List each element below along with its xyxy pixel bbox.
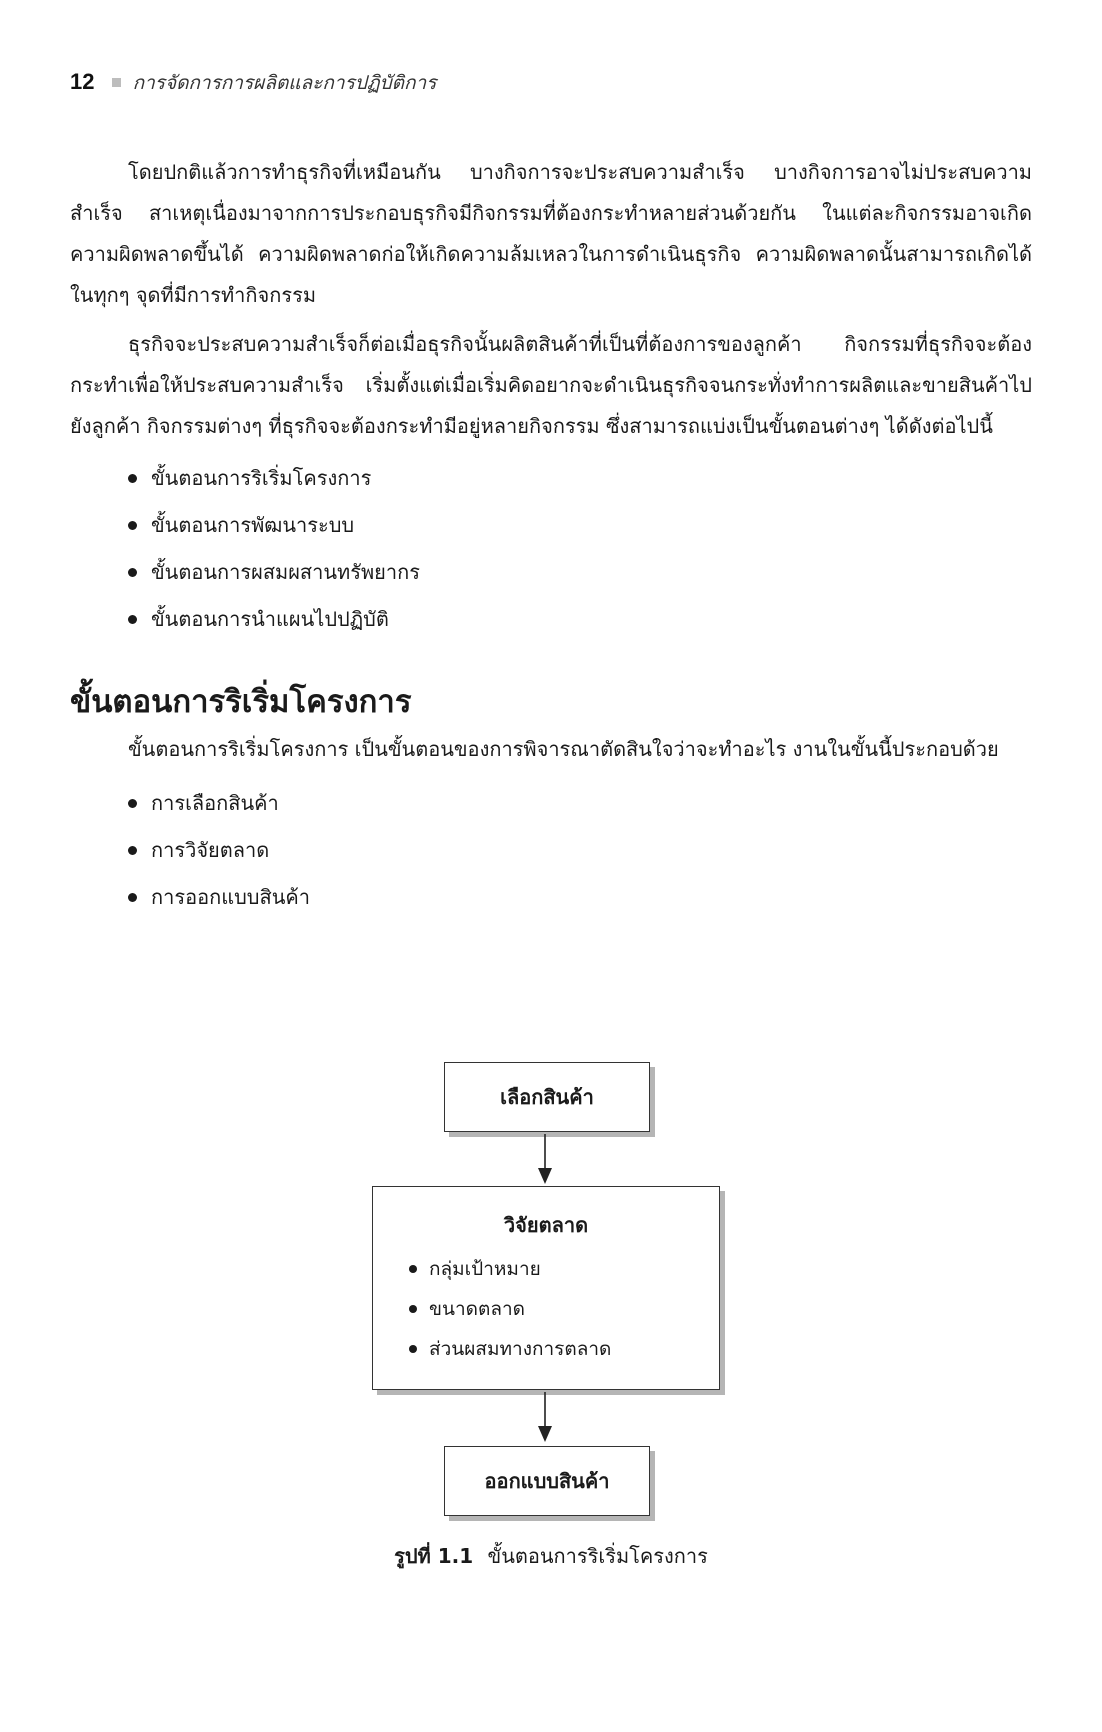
list-item-text: การวิจัยตลาด — [151, 838, 270, 862]
figure-caption — [0, 1540, 1102, 1572]
bullet-icon — [128, 615, 137, 624]
box-title: วิจัยตลาด — [503, 1213, 589, 1237]
chapter-title: การจัดการการผลิตและการปฏิบัติการ — [132, 72, 437, 94]
list-item — [128, 455, 1032, 502]
section-items-list — [128, 780, 1032, 921]
header-square-icon — [112, 78, 121, 87]
chapter-title-wrap — [112, 68, 436, 98]
list-item-text: การเลือกสินค้า — [151, 791, 279, 815]
bullet-icon — [128, 474, 137, 483]
caption-label: รูปที่ 1.1 — [394, 1544, 474, 1568]
diagram-box-design-product — [444, 1446, 650, 1516]
bullet-icon — [409, 1305, 417, 1313]
steps-list — [128, 455, 1032, 643]
page-header — [70, 68, 436, 98]
diagram-box-market-research — [372, 1186, 720, 1390]
section-paragraph: ขั้นตอนการริเริ่มโครงการ เป็นขั้นตอนของการพิจารณาตัดสินใจว่าจะทำอะไร งานในขั้นนี้ประกอบด้วย — [128, 737, 999, 761]
caption-text: ขั้นตอนการริเริ่มโครงการ — [487, 1544, 708, 1568]
bullet-icon — [128, 799, 137, 808]
list-item-text: ขั้นตอนการริเริ่มโครงการ — [151, 466, 372, 490]
bullet-icon — [128, 568, 137, 577]
list-item — [409, 1249, 719, 1289]
list-item-text: ขนาดตลาด — [429, 1298, 525, 1320]
list-item — [128, 502, 1032, 549]
diagram-box-select-product — [444, 1062, 650, 1132]
list-item-text: ส่วนผสมทางการตลาด — [429, 1338, 612, 1360]
list-item — [128, 780, 1032, 827]
section-heading: ขั้นตอนการริเริ่มโครงการ — [70, 684, 412, 720]
list-item-text: ขั้นตอนการพัฒนาระบบ — [151, 513, 355, 537]
arrow-down-icon — [535, 1134, 555, 1186]
box-label: ออกแบบสินค้า — [484, 1469, 610, 1493]
page-number: 12 — [70, 69, 95, 94]
list-item — [128, 827, 1032, 874]
box-list — [409, 1249, 719, 1369]
list-item — [128, 874, 1032, 921]
arrow-down-icon — [535, 1392, 555, 1444]
bullet-icon — [409, 1265, 417, 1273]
list-item-text: ขั้นตอนการนำแผนไปปฏิบัติ — [151, 607, 389, 631]
main-content — [70, 152, 1032, 921]
list-item — [128, 596, 1032, 643]
bullet-icon — [409, 1345, 417, 1353]
list-item — [409, 1329, 719, 1369]
list-item-text: การออกแบบสินค้า — [151, 885, 310, 909]
bullet-icon — [128, 846, 137, 855]
bullet-icon — [128, 893, 137, 902]
list-item-text: ขั้นตอนการผสมผสานทรัพยากร — [151, 560, 420, 584]
intro-paragraph-1: โดยปกติแล้วการทำธุรกิจที่เหมือนกัน บางกิจการจะประสบความสำเร็จ บางกิจการอาจไม่ประสบความสำเร็จ สาเหตุเนื่องมาจากการประกอบธุรกิจมีกิจกรรมที่ต้องกระทำหลายส่วนด้วยกัน ในแต่ละกิจกรรมอาจเกิดความผิดพลาดขึ้นได้ ความผิดพลาดก่อให้เกิดความล้มเหลวในการดำเนินธุรกิจ ความผิดพลาดนั้นสามารถเกิดได้ในทุกๆ จุดที่มีการทำกิจกรรม — [70, 160, 1032, 307]
list-item — [409, 1289, 719, 1329]
list-item — [128, 549, 1032, 596]
intro-paragraph-2: ธุรกิจจะประสบความสำเร็จก็ต่อเมื่อธุรกิจนั้นผลิตสินค้าที่เป็นที่ต้องการของลูกค้า กิจกรรมที่ธุรกิจจะต้องกระทำเพื่อให้ประสบความสำเร็จ เริ่มตั้งแต่เมื่อเริ่มคิดอยากจะดำเนินธุรกิจจนกระทั่งทำการผลิตและขายสินค้าไปยังลูกค้า กิจกรรมต่างๆ ที่ธุรกิจจะต้องกระทำมีอยู่หลายกิจกรรม ซึ่งสามารถแบ่งเป็นขั้นตอนต่างๆ ได้ดังต่อไปนี้ — [70, 332, 1032, 438]
box-label: เลือกสินค้า — [500, 1085, 594, 1109]
bullet-icon — [128, 521, 137, 530]
list-item-text: กลุ่มเป้าหมาย — [429, 1258, 541, 1280]
